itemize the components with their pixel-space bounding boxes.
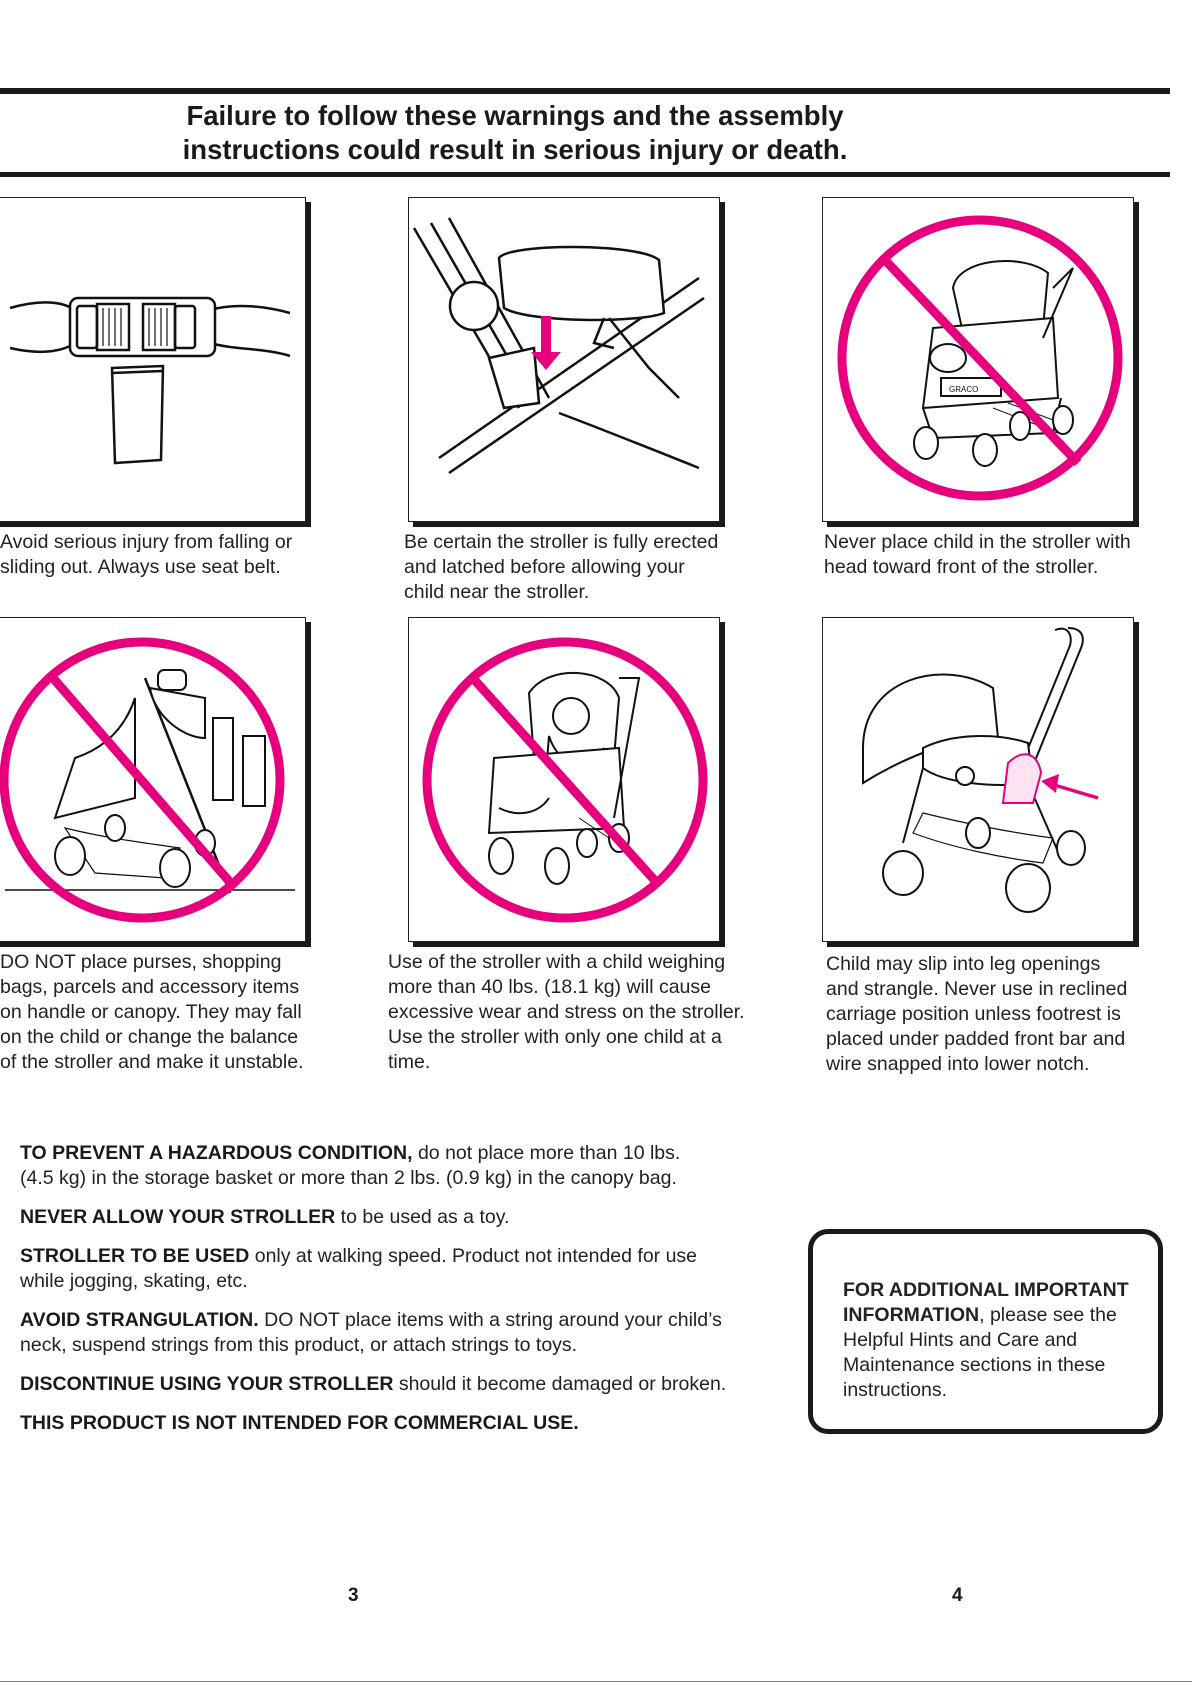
top-rule	[0, 88, 1170, 94]
caption-weight-limit	[388, 950, 745, 1075]
caption-line: child near the stroller.	[404, 581, 590, 603]
page-number-right: 4	[952, 1585, 963, 1606]
caption-line: Child may slip into leg openings	[826, 953, 1101, 975]
caption-line: wire snapped into lower notch.	[826, 1053, 1090, 1075]
info-text-line: Maintenance sections in these	[843, 1354, 1106, 1376]
seat-belt-buckle-illustration	[0, 197, 306, 522]
warning-hazardous-condition	[20, 1141, 760, 1191]
warning-commercial-use	[20, 1411, 760, 1436]
warning-text: do not place more than 10 lbs.	[412, 1142, 681, 1164]
warning-walking-speed	[20, 1244, 760, 1294]
page-number-left: 3	[348, 1585, 359, 1606]
caption-line: time.	[388, 1051, 431, 1073]
warning-headline	[0, 99, 1030, 167]
caption-purses	[0, 950, 304, 1075]
leg-opening-warning-illustration	[822, 617, 1134, 942]
warning-not-a-toy	[20, 1205, 760, 1230]
warning-text-line2: while jogging, skating, etc.	[20, 1270, 248, 1292]
caption-line: Avoid serious injury from falling or	[0, 531, 293, 553]
warning-damaged	[20, 1372, 760, 1397]
warning-bold: TO PREVENT A HAZARDOUS CONDITION,	[20, 1142, 413, 1164]
caption-line: more than 40 lbs. (18.1 kg) will cause	[388, 976, 711, 998]
bottom-rule	[0, 1681, 1192, 1682]
caption-seat-belt	[0, 530, 292, 580]
caption-leg-openings	[826, 952, 1127, 1077]
stroller-brand-label: GRACO	[949, 385, 979, 394]
warning-bold: THIS PRODUCT IS NOT INTENDED FOR COMMERCIAL USE.	[20, 1412, 579, 1434]
additional-info-box	[808, 1229, 1163, 1434]
caption-line: excessive wear and stress on the stroller.	[388, 1001, 745, 1023]
caption-line: Use of the stroller with a child weighing	[388, 951, 726, 973]
caption-line: head toward front of the stroller.	[824, 556, 1099, 578]
info-text-line: Helpful Hints and Care and	[843, 1329, 1078, 1351]
caption-line: and latched before allowing your	[404, 556, 685, 578]
caption-line: carriage position unless footrest is	[826, 1003, 1121, 1025]
headline-bottom-rule	[0, 172, 1170, 177]
warning-text: should it become damaged or broken.	[393, 1373, 727, 1395]
info-text-line: instructions.	[843, 1379, 948, 1401]
handle-bags-prohibited-illustration	[0, 617, 306, 942]
caption-head-position	[824, 530, 1131, 580]
caption-line: on handle or canopy. They may fall	[0, 1001, 302, 1023]
headline-line-2: instructions could result in serious injury or death.	[182, 134, 848, 165]
warnings-list	[20, 1141, 760, 1450]
caption-latched	[404, 530, 718, 605]
warning-text: DO NOT place items with a string around your child’s	[258, 1309, 722, 1331]
info-heading-2: INFORMATION	[843, 1304, 980, 1326]
weight-limit-prohibited-illustration	[408, 617, 720, 942]
caption-line: Use the stroller with only one child at a	[388, 1026, 722, 1048]
warning-text: to be used as a toy.	[335, 1206, 510, 1228]
warning-text: only at walking speed. Product not intended for use	[249, 1245, 698, 1267]
warning-bold: NEVER ALLOW YOUR STROLLER	[20, 1206, 336, 1228]
warning-bold: DISCONTINUE USING YOUR STROLLER	[20, 1373, 394, 1395]
caption-line: placed under padded front bar and	[826, 1028, 1126, 1050]
caption-line: bags, parcels and accessory items	[0, 976, 300, 998]
stroller-latch-illustration	[408, 197, 720, 522]
caption-line: of the stroller and make it unstable.	[0, 1051, 304, 1073]
warning-bold: STROLLER TO BE USED	[20, 1245, 250, 1267]
caption-line: DO NOT place purses, shopping	[0, 951, 282, 973]
warning-strangulation	[20, 1308, 760, 1358]
head-toward-front-prohibited-illustration	[822, 197, 1134, 522]
headline-line-1: Failure to follow these warnings and the assembly	[186, 100, 844, 131]
warning-text-line2: (4.5 kg) in the storage basket or more than 2 lbs. (0.9 kg) in the canopy bag.	[20, 1167, 677, 1189]
warning-text-line2: neck, suspend strings from this product, or attach strings to toys.	[20, 1334, 578, 1356]
warning-bold: AVOID STRANGULATION.	[20, 1309, 259, 1331]
caption-line: on the child or change the balance	[0, 1026, 299, 1048]
caption-line: sliding out. Always use seat belt.	[0, 556, 281, 578]
caption-line: Never place child in the stroller with	[824, 531, 1131, 553]
caption-line: Be certain the stroller is fully erected	[404, 531, 719, 553]
info-text: , please see the	[979, 1304, 1117, 1326]
caption-line: and strangle. Never use in reclined	[826, 978, 1128, 1000]
info-heading: FOR ADDITIONAL IMPORTANT	[843, 1279, 1129, 1301]
